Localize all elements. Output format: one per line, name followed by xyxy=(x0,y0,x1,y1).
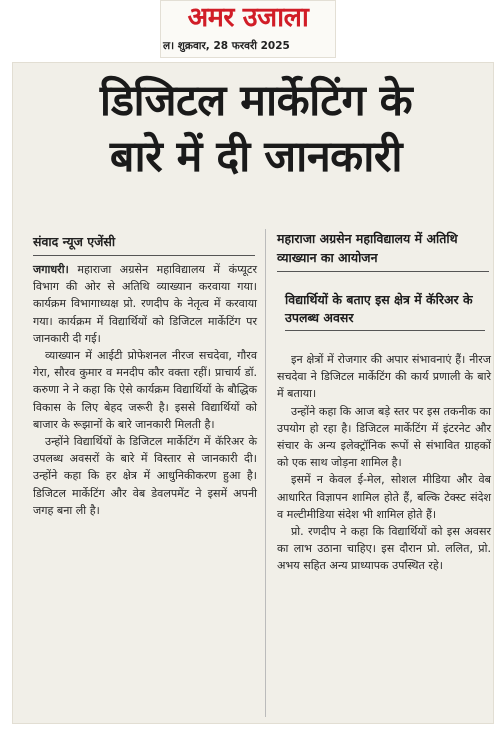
highlight-subheadline: विद्यार्थियों के बताए इस क्षेत्र में कॅरिअर के उपलब्ध अवसर xyxy=(285,291,485,331)
byline-rule xyxy=(33,255,255,256)
left-column xyxy=(33,261,257,519)
dateline-place: जगाधरी। xyxy=(33,263,69,276)
paragraph: प्रो. रणदीप ने कहा कि विद्यार्थियों को इस अवसर का लाभ उठाना चाहिए। इस दौरान प्रो. ललित, प्रो. अभय सहित अन्य प्राध्यापक उपस्थित रहे। xyxy=(277,525,491,573)
paragraph: उन्होंने विद्यार्थियों के डिजिटल मार्केटिंग में कॅरिअर के उपलब्ध अवसरों के बारे में विस्तार से जानकारी दी। उन्होंने कहा कि हर क्षेत्र में आधुनिकीकरण हुआ है। डिजिटल मार्केटिंग और वेब डेवलपमेंट ने इसमें अपनी जगह बना ली है। xyxy=(33,435,257,517)
column-divider xyxy=(265,229,266,717)
headline-line-1: डिजिटल मार्केटिंग के xyxy=(99,76,413,126)
byline: संवाद न्यूज एजेंसी xyxy=(33,234,116,249)
paragraph: उन्होंने कहा कि आज बड़े स्तर पर इस तकनीक का उपयोग हो रहा है। डिजिटल मार्केटिंग में इंटरनेट और संचार के अन्य इलेक्ट्रॉनिक रूपों से संभावित ग्राहकों को एक साथ जोड़ना शामिल है। xyxy=(277,404,491,470)
newspaper-logo: अमर उजाला xyxy=(187,2,309,33)
headline-line-2: बारे में दी जानकारी xyxy=(109,132,403,182)
paragraph xyxy=(33,261,257,347)
edition-dateline: ल। शुक्रवार, 28 फरवरी 2025 xyxy=(163,40,290,52)
paragraph: इन क्षेत्रों में रोजगार की अपार संभावनाएं हैं। नीरज सचदेवा ने डिजिटल मार्केटिंग की कार्य प्रणाली के बारे में बताया। xyxy=(277,353,491,401)
subheadline: महाराजा अग्रसेन महाविद्यालय में अतिथि व्याख्यान का आयोजन xyxy=(277,229,489,272)
paragraph: इसमें न केवल ई-मेल, सोशल मीडिया और वेब आधारित विज्ञापन शामिल होते हैं, बल्कि टेक्स्ट संदेश व मल्टीमीडिया संदेश भी शामिल होते हैं। xyxy=(277,473,491,521)
headline xyxy=(31,73,481,185)
news-clipping xyxy=(12,62,494,724)
paragraph: व्याख्यान में आईटी प्रोफेशनल नीरज सचदेवा, गौरव गेरा, सौरव कुमार व मनदीप कौर वक्ता रहीं। प्राचार्य डॉ. करुणा ने ने कहा कि ऐसे कार्यक्रम विद्यार्थियों के बौद्धिक विकास के लिए बेहद जरूरी है। इससे विद्यार्थियों को बाजार के रूझानों के बारे जानकारी मिलती है। xyxy=(33,349,257,431)
masthead xyxy=(160,0,336,58)
right-column xyxy=(277,351,491,575)
paragraph-text: महाराजा अग्रसेन महाविद्यालय में कंप्यूटर विभाग की ओर से अतिथि व्याख्यान करवाया गया। कार्यक्रम विभागाध्यक्ष प्रो. रणदीप के नेतृत्व में करवाया गया। कार्यक्रम में विद्यार्थियों को डिजिटल मार्केटिंग पर जानकारी दी गई। xyxy=(33,263,257,345)
